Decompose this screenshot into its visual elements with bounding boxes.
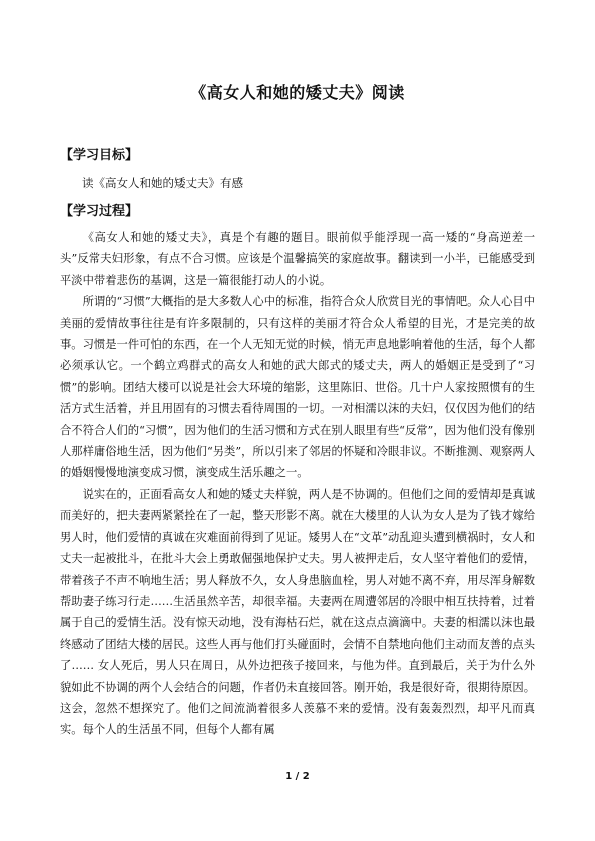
document-title: 《高女人和她的矮丈夫》阅读: [190, 83, 405, 102]
learning-goal-text: 读《高女人和她的矮丈夫》有感: [82, 176, 243, 190]
paragraph-habit: 所谓的“习惯”大概指的是大多数人心中的标准，指符合众人欣赏目光的事情吧。众人心目中美丽的爱情故事往往是有许多限制的，只有这样的美丽才符合众人希望的目光，才是完美的故事。习惯是一件可怕的东西，在一个人无知无觉的时候，悄无声息地影响着他的生活，每个人都必须承认它。一个鹤立鸡群式的高女人和她的武大郎式的矮丈夫，两人的婚姻正是受到了“习惯”的影响。团结大楼可以说是社会大环境的缩影，这里陈旧、世俗。几十户人家按照惯有的生活方式生活着，并且用固有的习惯去看待周围的一切。一对相濡以沫的夫妇，仅仅因为他们的结合不符合人们的“习惯”，因为他们的生活习惯和方式在别人眼里有些“反常”，因为他们没有像别人那样庸俗地生活，因为他们“另类”，所以引来了邻居的怀疑和冷眼非议。不断推测、观察两人的婚姻慢慢地演变成习惯，演变成生活乐趣之一。: [60, 295, 535, 480]
learning-process-heading: 【学习过程】: [60, 204, 139, 219]
learning-goal-heading: 【学习目标】: [60, 148, 139, 163]
body-text: [60, 227, 535, 741]
page-number: 1 / 2: [285, 771, 310, 782]
paragraph-intro: 《高女人和她的矮丈夫》，真是个有趣的题目。眼前似乎能浮现一高一矮的“身高逆差一头”反常夫妇形象，有点不合习惯。应该是个温馨搞笑的家庭故事。翻读到一小半，已能感受到平淡中带着悲伤的基调，这是一篇很能打动人的小说。: [60, 231, 535, 287]
paragraph-love: 说实在的，正面看高女人和她的矮丈夫样貌，两人是不协调的。但他们之间的爱情却是真诚而美好的，把夫妻两紧紧拴在了一起，整天形影不离。就在大楼里的人认为女人是为了钱才嫁给男人时，他们爱情的真诚在灾难面前得到了见证。矮男人在“文革”动乱迎头遭到横祸时，女人和丈夫一起被批斗，在批斗大会上勇敢倔强地保护丈夫。男人被押走后，女人坚守着他们的爱情，带着孩子不声不响地生活；男人释放不久，女人身患脑血栓，男人对她不离不弃，用尽浑身解数帮助妻子练习行走……生活虽然辛苦，却很幸福。夫妻两在周遭邻居的冷眼中相互扶持着，过着属于自己的爱情生活。没有惊天动地，没有海枯石烂，就在这点点滴滴中。夫妻的相濡以沫也最终感动了团结大楼的居民。这些人再与他们打头碰面时，会情不自禁地向他们主动而友善的点头了…… 女人死后，男人只在周日，从外边把孩子接回来，与他为伴。直到最后，关于为什么外貌如此不协调的两个人会结合的问题，作者仍未直接回答。刚开始，我是很好奇，很期待原因。这会，忽然不想探究了。他们之间流淌着很多人羡慕不来的爱情。没有轰轰烈烈，却平凡而真实。每个人的生活虽不同，但每个人都有属: [60, 487, 535, 737]
